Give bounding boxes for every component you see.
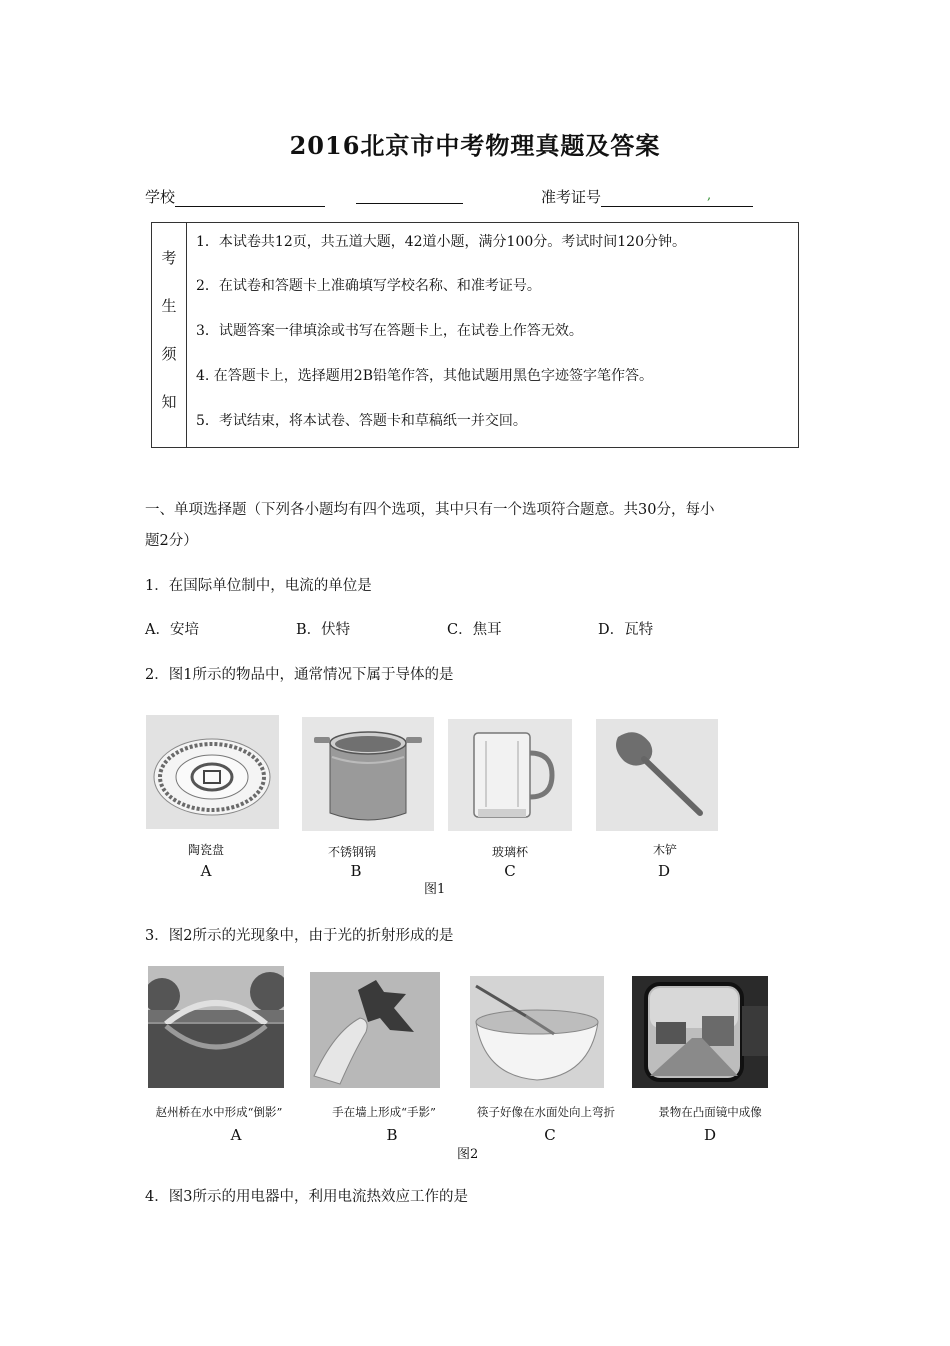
page-title: 2016北京市中考物理真题及答案 (289, 131, 661, 160)
question-2: 2．图1所示的物品中，通常情况下属于导体的是 (145, 667, 454, 683)
figure-2d-convex-mirror (632, 976, 768, 1088)
figure-2c-chopstick-bowl (470, 976, 604, 1088)
notice-label-char: 生 (161, 297, 177, 315)
figure-1a-letter: A (200, 862, 212, 880)
figure-1a-caption: 陶瓷盘 (187, 843, 224, 857)
figure-1b-letter: B (350, 862, 362, 880)
figure-2b-letter: B (386, 1126, 398, 1144)
figure-2d-letter: D (703, 1126, 717, 1144)
figure-2c-caption: 筷子好像在水面处向上弯折 (477, 1105, 615, 1119)
notice-item: 3．试题答案一律填涂或书写在答题卡上，在试卷上作答无效。 (196, 323, 583, 339)
notice-label-char: 考 (161, 249, 177, 267)
figure-1d-caption: 木铲 (652, 843, 677, 857)
green-mark: , (707, 188, 712, 203)
figure-1b-caption: 不锈钢锅 (327, 845, 376, 859)
figure-2b-hand-shadow (310, 972, 440, 1088)
figure-2-label: 图2 (457, 1147, 479, 1162)
q1-option-a: A．安培 (145, 622, 199, 638)
q1-option-c: C．焦耳 (447, 622, 502, 638)
figure-1b-pot (302, 717, 434, 831)
figure-2a-bridge (148, 966, 284, 1088)
figure-1-label: 图1 (424, 882, 446, 897)
notice-box (151, 222, 799, 448)
figure-2b-caption: 手在墙上形成“手影” (332, 1105, 436, 1119)
figure-2a-letter: A (230, 1126, 242, 1144)
figure-1a-plate (146, 715, 279, 829)
school-blank (175, 190, 325, 207)
id-label: 准考证号 (541, 188, 602, 206)
school-label: 学校 (145, 188, 176, 206)
question-4: 4．图3所示的用电器中，利用电流热效应工作的是 (145, 1189, 468, 1205)
notice-item: 2．在试卷和答题卡上准确填写学校名称、和准考证号。 (196, 278, 541, 294)
figure-2c-letter: C (544, 1126, 556, 1144)
id-blank (601, 190, 753, 207)
notice-label-column (152, 223, 187, 447)
q1-option-d: D．瓦特 (598, 622, 654, 638)
question-1: 1．在国际单位制中，电流的单位是 (145, 578, 372, 594)
q1-option-b: B．伏特 (296, 622, 351, 638)
figure-2d-caption: 景物在凸面镜中成像 (658, 1105, 762, 1119)
notice-label-char: 知 (161, 393, 177, 411)
section-heading-cont: 题2分） (145, 533, 198, 549)
name-blank (356, 186, 463, 204)
question-3: 3．图2所示的光现象中，由于光的折射形成的是 (145, 928, 454, 944)
notice-label-char: 须 (161, 345, 177, 363)
notice-item: 1．本试卷共12页，共五道大题，42道小题，满分100分。考试时间120分钟。 (196, 234, 686, 250)
notice-item: 4. 在答题卡上，选择题用2B铅笔作答，其他试题用黑色字迹签字笔作答。 (196, 368, 654, 384)
figure-1d-letter: D (657, 862, 671, 880)
figure-1c-caption: 玻璃杯 (491, 845, 528, 859)
figure-1c-letter: C (504, 862, 516, 880)
id-field (541, 186, 753, 207)
figure-1c-glass (448, 719, 572, 831)
school-field (145, 186, 325, 207)
figure-2a-caption: 赵州桥在水中形成“倒影” (155, 1105, 283, 1119)
section-heading: 一、单项选择题（下列各小题均有四个选项，其中只有一个选项符合题意。共30分，每小 (145, 502, 715, 518)
notice-item: 5．考试结束，将本试卷、答题卡和草稿纸一并交回。 (196, 413, 527, 429)
figure-1d-spatula (596, 719, 718, 831)
